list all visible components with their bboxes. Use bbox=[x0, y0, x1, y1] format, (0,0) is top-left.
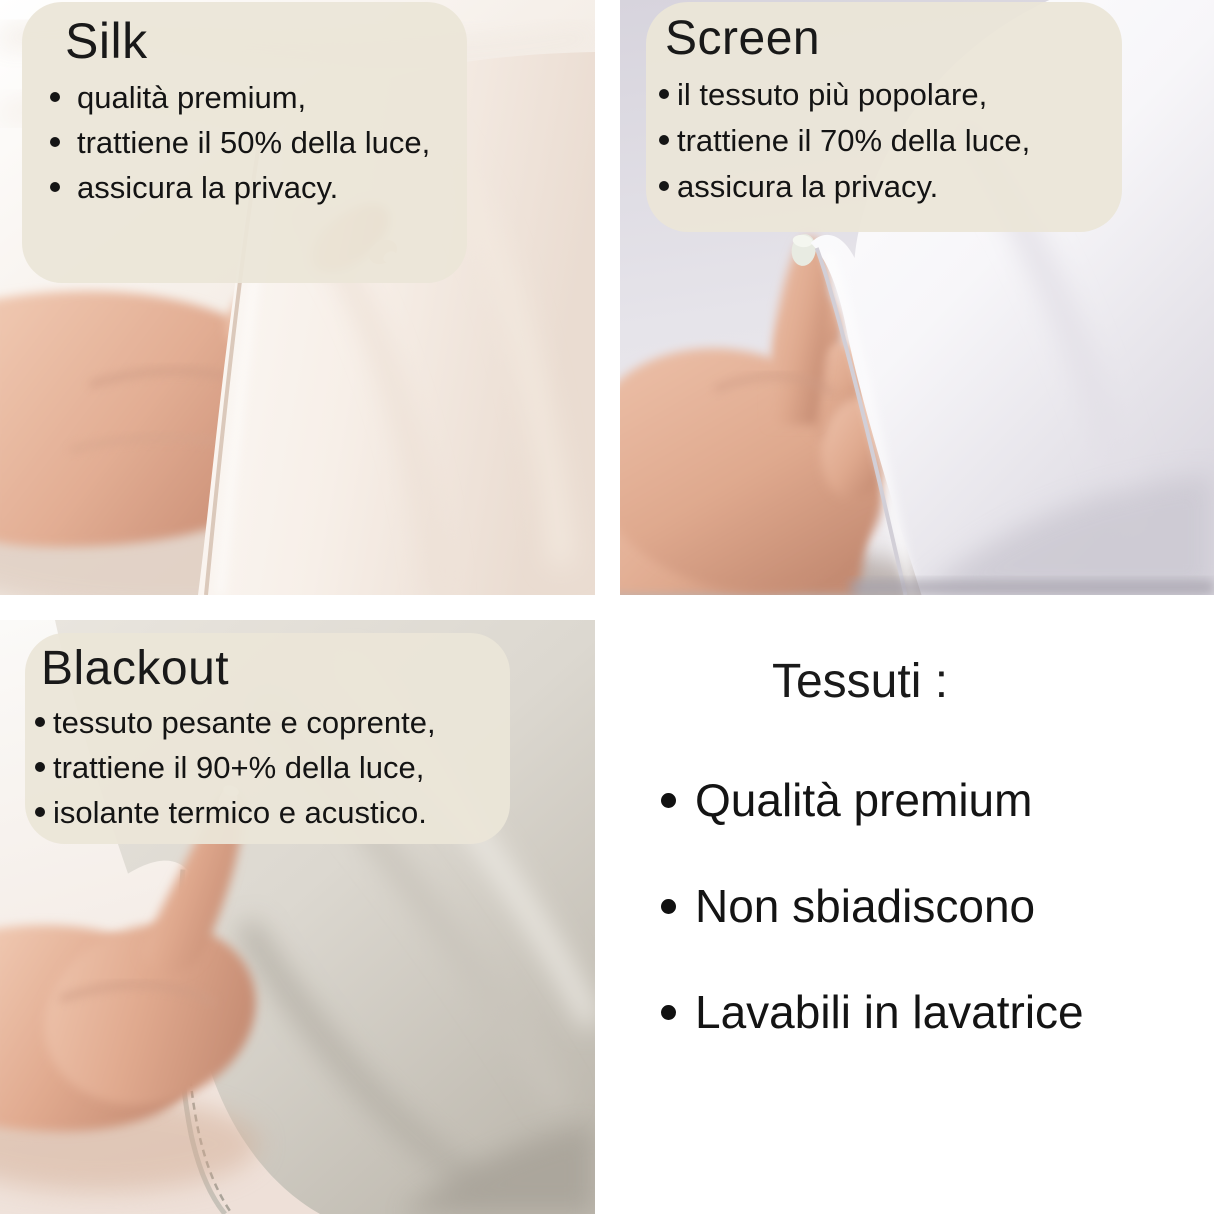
bullet-dot-icon bbox=[50, 182, 60, 192]
bullet-dot-icon bbox=[661, 793, 676, 808]
list-item: trattiene il 70% della luce, bbox=[658, 118, 1108, 164]
silk-panel bbox=[0, 0, 595, 595]
bullet-dot-icon bbox=[661, 899, 676, 914]
screen-card bbox=[646, 2, 1122, 232]
tessuti-bullet-list bbox=[661, 772, 1084, 1090]
tessuti-title: Tessuti : bbox=[771, 655, 949, 708]
screen-panel bbox=[620, 0, 1214, 595]
list-item: assicura la privacy. bbox=[44, 165, 441, 210]
tessuti-panel bbox=[620, 620, 1214, 1214]
bullet-dot-icon bbox=[50, 92, 60, 102]
list-item: tessuto pesante e coprente, bbox=[35, 700, 498, 745]
list-item: Qualità premium bbox=[661, 772, 1084, 828]
silk-title: Silk bbox=[65, 13, 148, 69]
blackout-bullet-list bbox=[35, 700, 498, 835]
list-item: Lavabili in lavatrice bbox=[661, 984, 1084, 1040]
list-item: il tessuto più popolare, bbox=[658, 72, 1108, 118]
blackout-panel bbox=[0, 620, 595, 1214]
screen-bullet-list bbox=[658, 72, 1108, 210]
bullet-dot-icon bbox=[659, 181, 669, 191]
blackout-title: Blackout bbox=[41, 642, 230, 695]
list-item: qualità premium, bbox=[44, 75, 441, 120]
list-item: assicura la privacy. bbox=[658, 164, 1108, 210]
bullet-dot-icon bbox=[35, 807, 45, 817]
bullet-dot-icon bbox=[35, 762, 45, 772]
silk-card bbox=[22, 2, 467, 283]
bullet-dot-icon bbox=[659, 135, 669, 145]
list-item: Non sbiadiscono bbox=[661, 878, 1084, 934]
list-item: trattiene il 90+% della luce, bbox=[35, 745, 498, 790]
bullet-dot-icon bbox=[50, 137, 60, 147]
bullet-dot-icon bbox=[661, 1005, 676, 1020]
screen-title: Screen bbox=[665, 12, 821, 65]
bullet-dot-icon bbox=[659, 89, 669, 99]
silk-bullet-list bbox=[44, 75, 441, 210]
blackout-card bbox=[25, 633, 510, 844]
bullet-dot-icon bbox=[35, 717, 45, 727]
list-item: isolante termico e acustico. bbox=[35, 790, 498, 835]
list-item: trattiene il 50% della luce, bbox=[44, 120, 441, 165]
